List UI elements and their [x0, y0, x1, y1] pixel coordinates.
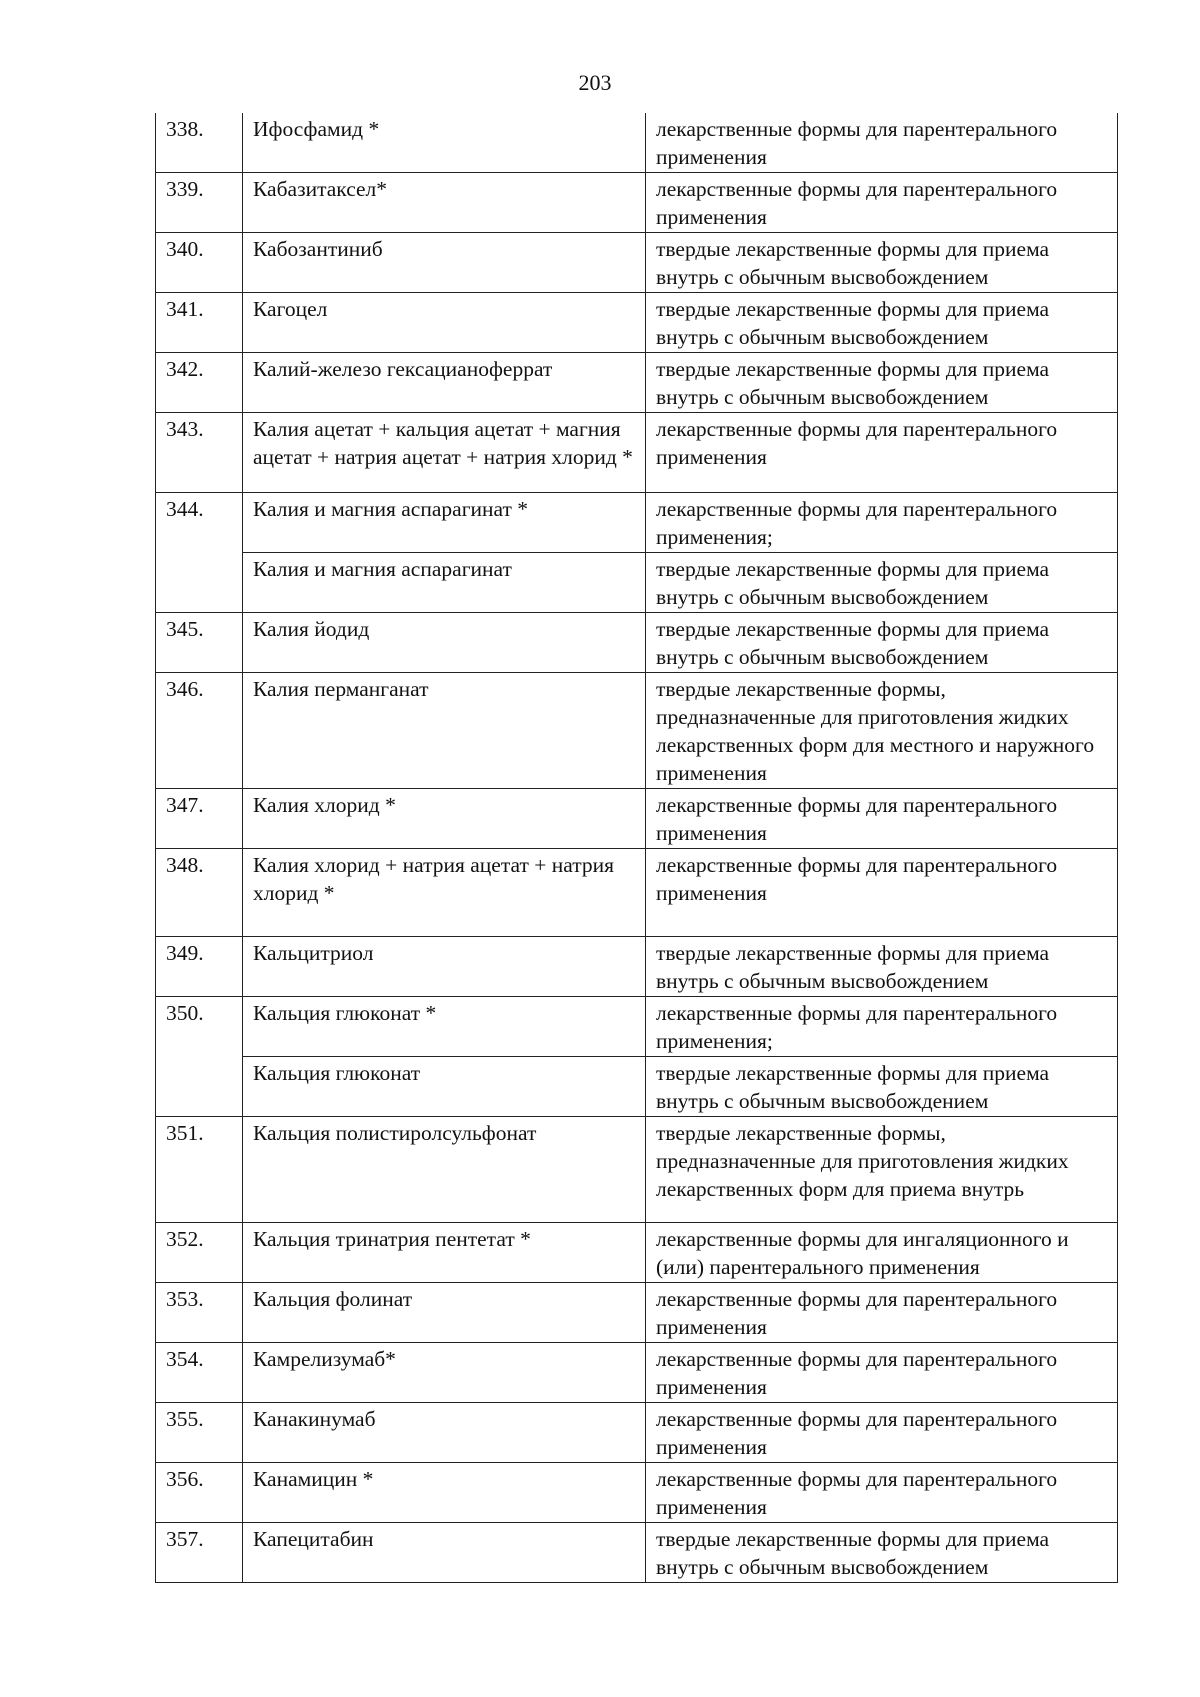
dosage-form: лекарственные формы для парентерального применения — [646, 1283, 1118, 1343]
row-number: 344. — [156, 493, 243, 613]
table-row — [156, 997, 1118, 1057]
drug-name: Канакинумаб — [243, 1403, 646, 1463]
dosage-form: твердые лекарственные формы для приема внутрь с обычным высвобождением — [646, 233, 1118, 293]
table-row — [156, 1057, 1118, 1117]
row-number: 350. — [156, 997, 243, 1117]
dosage-form: лекарственные формы для парентерального применения — [646, 173, 1118, 233]
table-row — [156, 1523, 1118, 1583]
dosage-form: твердые лекарственные формы, предназначенные для приготовления жидких лекарственных форм для местного и наружного применения — [646, 673, 1118, 789]
dosage-form: лекарственные формы для парентерального применения — [646, 849, 1118, 937]
dosage-form: твердые лекарственные формы для приема внутрь с обычным высвобождением — [646, 1523, 1118, 1583]
dosage-form: лекарственные формы для ингаляционного и (или) парентерального применения — [646, 1223, 1118, 1283]
row-number: 342. — [156, 353, 243, 413]
dosage-form: лекарственные формы для парентерального применения — [646, 789, 1118, 849]
drug-name: Кабазитаксел* — [243, 173, 646, 233]
drug-name: Кальцитриол — [243, 937, 646, 997]
drug-name: Калия йодид — [243, 613, 646, 673]
row-number: 348. — [156, 849, 243, 937]
drug-name: Кальция глюконат — [243, 1057, 646, 1117]
dosage-form: твердые лекарственные формы для приема внутрь с обычным высвобождением — [646, 1057, 1118, 1117]
dosage-form: лекарственные формы для парентерального применения — [646, 1403, 1118, 1463]
row-number: 345. — [156, 613, 243, 673]
table-row — [156, 293, 1118, 353]
dosage-form: лекарственные формы для парентерального применения; — [646, 997, 1118, 1057]
drug-name: Кагоцел — [243, 293, 646, 353]
table-row — [156, 673, 1118, 789]
drug-name: Кальция фолинат — [243, 1283, 646, 1343]
dosage-form: лекарственные формы для парентерального применения; — [646, 493, 1118, 553]
table-row — [156, 937, 1118, 997]
row-number: 351. — [156, 1117, 243, 1223]
dosage-form: лекарственные формы для парентерального применения — [646, 1463, 1118, 1523]
row-number: 349. — [156, 937, 243, 997]
row-number: 339. — [156, 173, 243, 233]
dosage-form: твердые лекарственные формы, предназначенные для приготовления жидких лекарственных форм для приема внутрь — [646, 1117, 1118, 1223]
dosage-form: твердые лекарственные формы для приема внутрь с обычным высвобождением — [646, 613, 1118, 673]
drug-name: Кальция тринатрия пентетат * — [243, 1223, 646, 1283]
row-number: 352. — [156, 1223, 243, 1283]
row-number: 356. — [156, 1463, 243, 1523]
row-number: 357. — [156, 1523, 243, 1583]
drug-name: Калия хлорид * — [243, 789, 646, 849]
table-row — [156, 1463, 1118, 1523]
dosage-form: лекарственные формы для парентерального применения — [646, 413, 1118, 493]
table-row — [156, 413, 1118, 493]
dosage-form: лекарственные формы для парентерального применения — [646, 1343, 1118, 1403]
row-number: 341. — [156, 293, 243, 353]
drug-name: Калия и магния аспарагинат * — [243, 493, 646, 553]
table-row — [156, 173, 1118, 233]
drug-name: Капецитабин — [243, 1523, 646, 1583]
table-row — [156, 1117, 1118, 1223]
table-row — [156, 553, 1118, 613]
drug-name: Кальция глюконат * — [243, 997, 646, 1057]
row-number: 340. — [156, 233, 243, 293]
row-number: 354. — [156, 1343, 243, 1403]
dosage-form: твердые лекарственные формы для приема внутрь с обычным высвобождением — [646, 353, 1118, 413]
table-row — [156, 1343, 1118, 1403]
drug-name: Калия хлорид + натрия ацетат + натрия хлорид * — [243, 849, 646, 937]
drug-name: Кабозантиниб — [243, 233, 646, 293]
drug-name: Калия ацетат + кальция ацетат + магния ацетат + натрия ацетат + натрия хлорид * — [243, 413, 646, 493]
drug-name: Канамицин * — [243, 1463, 646, 1523]
row-number: 353. — [156, 1283, 243, 1343]
drug-name: Калия перманганат — [243, 673, 646, 789]
drug-name: Калия и магния аспарагинат — [243, 553, 646, 613]
drug-table — [155, 113, 1118, 1583]
table-row — [156, 849, 1118, 937]
page-number: 203 — [578, 70, 612, 95]
table-row — [156, 1403, 1118, 1463]
table-row — [156, 493, 1118, 553]
table-row — [156, 233, 1118, 293]
drug-name: Ифосфамид * — [243, 113, 646, 173]
table-row — [156, 789, 1118, 849]
table-row — [156, 1223, 1118, 1283]
table-row — [156, 613, 1118, 673]
dosage-form: лекарственные формы для парентерального применения — [646, 113, 1118, 173]
row-number: 338. — [156, 113, 243, 173]
drug-name: Калий-железо гексацианоферрат — [243, 353, 646, 413]
dosage-form: твердые лекарственные формы для приема внутрь с обычным высвобождением — [646, 553, 1118, 613]
drug-name: Кальция полистиролсульфонат — [243, 1117, 646, 1223]
table-row — [156, 353, 1118, 413]
drug-name: Камрелизумаб* — [243, 1343, 646, 1403]
row-number: 347. — [156, 789, 243, 849]
table-row — [156, 1283, 1118, 1343]
row-number: 346. — [156, 673, 243, 789]
dosage-form: твердые лекарственные формы для приема внутрь с обычным высвобождением — [646, 937, 1118, 997]
table-row — [156, 113, 1118, 173]
dosage-form: твердые лекарственные формы для приема внутрь с обычным высвобождением — [646, 293, 1118, 353]
row-number: 343. — [156, 413, 243, 493]
row-number: 355. — [156, 1403, 243, 1463]
